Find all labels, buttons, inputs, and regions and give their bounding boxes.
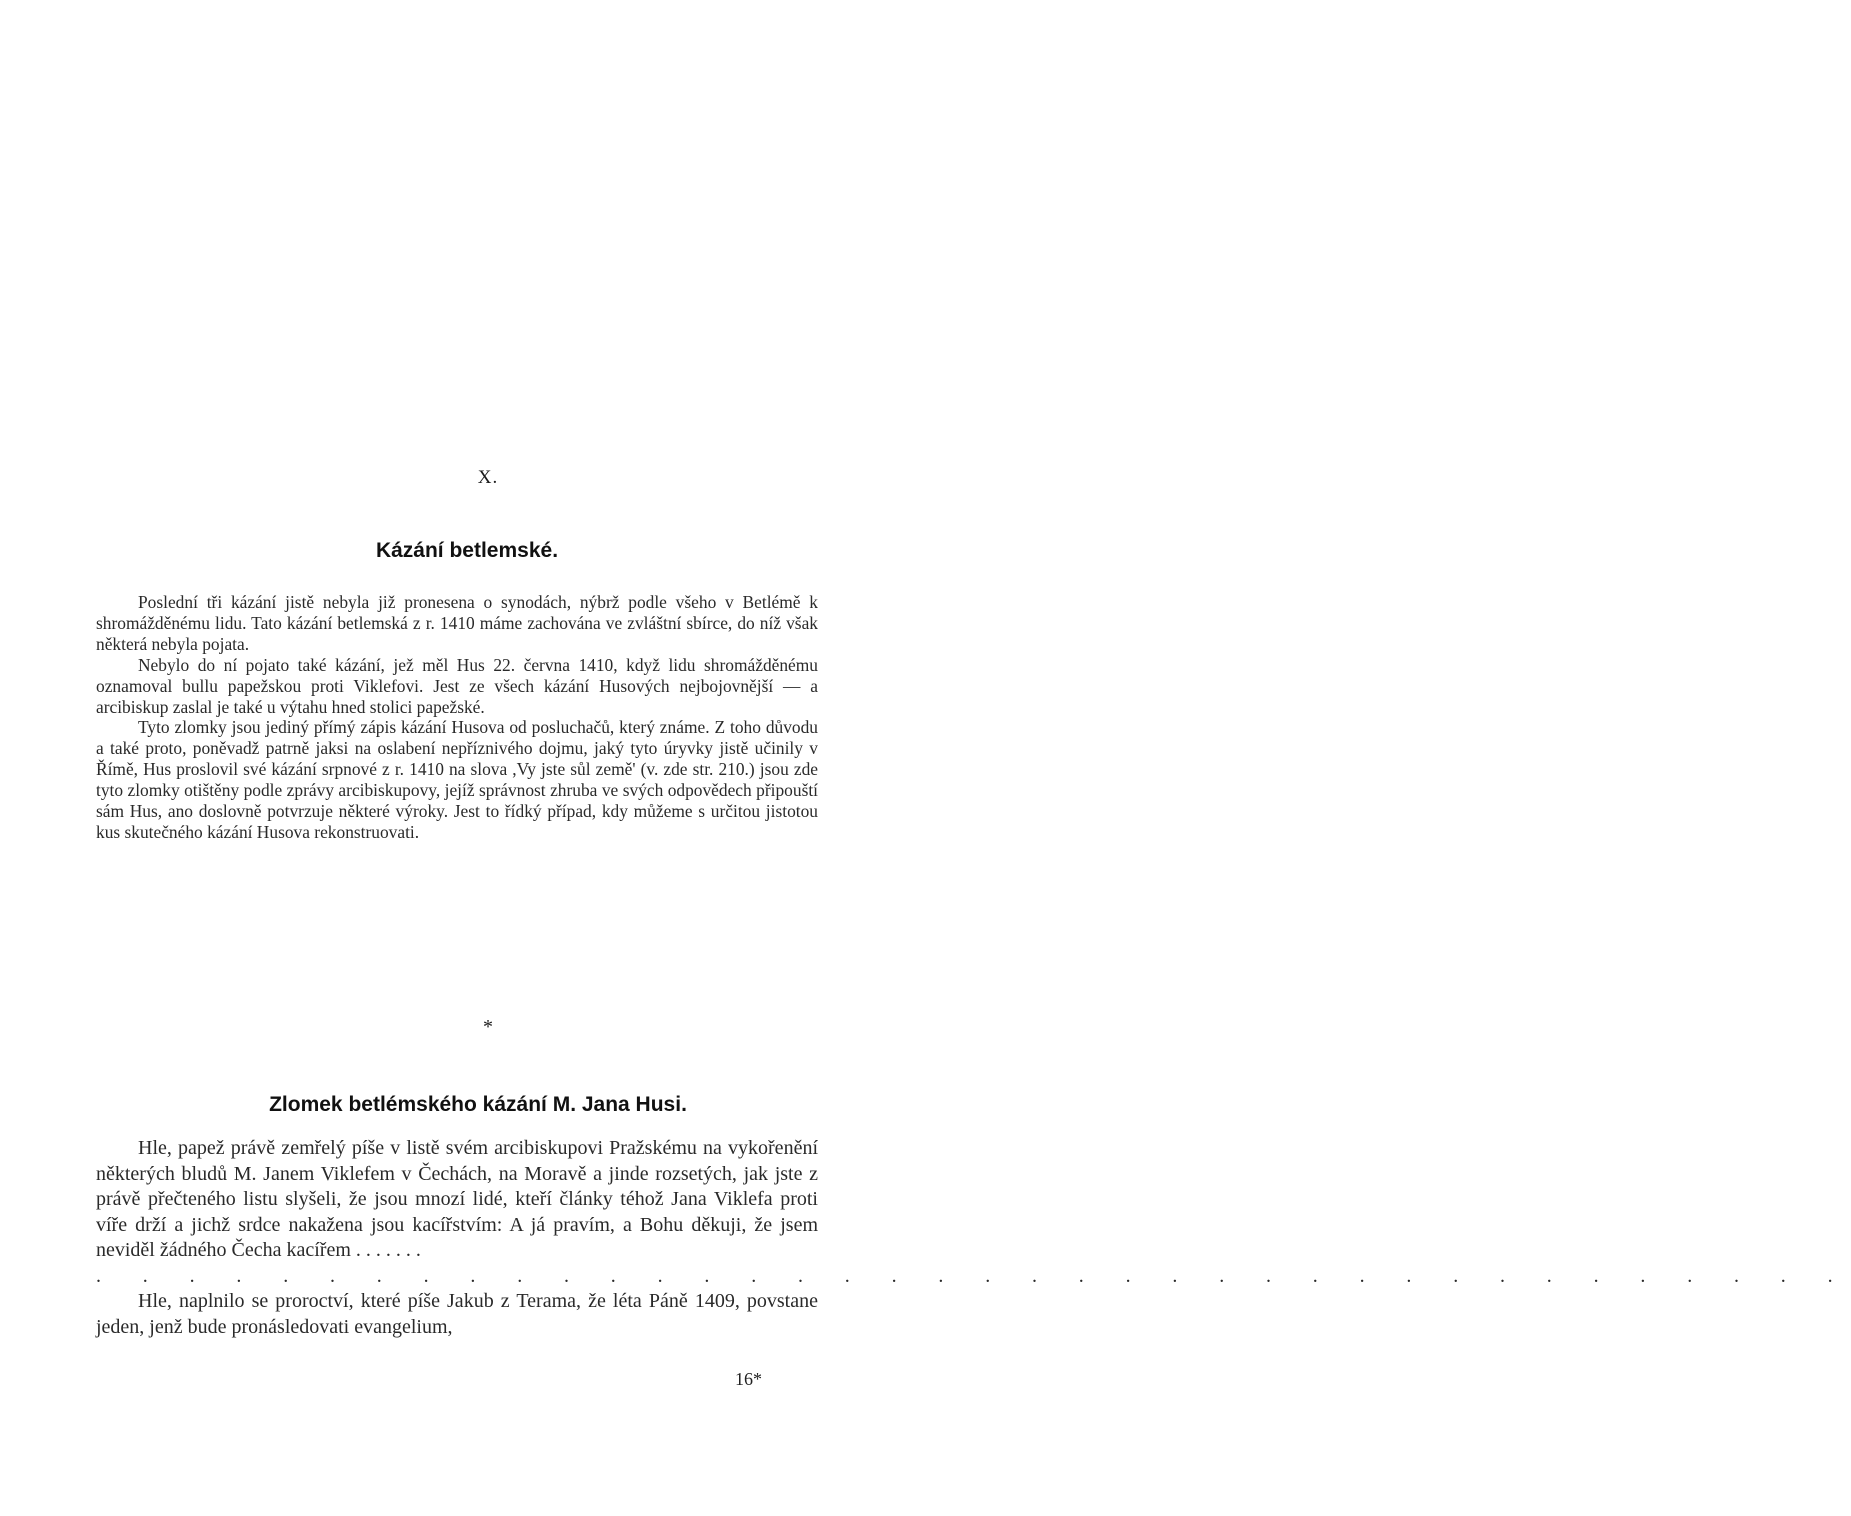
- intro-text: [96, 592, 818, 843]
- paragraph: Poslední tři kázání jistě nebyla již pronesena o synodách, nýbrž podle všeho v Betlémě k shromážděnému lidu. Tato kázání betlemská z r. 1410 máme zachována ve zvláštní sbírce, do níž však některá nebyla pojata.: [96, 592, 818, 654]
- omission-dots: . . . . . . . . . . . . . . . . . . . . . . . . . . . . . . . . . . . . . .: [96, 1264, 1851, 1287]
- signature-mark: 16*: [735, 1369, 762, 1389]
- paragraph: Hle, papež právě zemřelý píše v listě svém arcibiskupovi Pražskému na vykořenění některých bludů M. Janem Viklefem v Čechách, na Moravě a jinde rozsetých, jak jste z právě přečteného listu slyšeli, že jsou mnozí lidé, kteří články téhož Jana Viklefa proti víře drží a jichž srdce nakažena jsou kacířstvím: A já pravím, a Bohu děkuji, že jsem neviděl žádného Čecha kacířem . . . . . . .: [96, 1137, 818, 1261]
- fragment-text: [96, 1136, 1851, 1340]
- chapter-number: X.: [477, 467, 499, 488]
- paragraph: Nebylo do ní pojato také kázání, jež měl Hus 22. června 1410, když lidu shromážděnému oznamoval bullu papežskou proti Viklefovi. Jest ze všech kázání Husových nejbojovnější — a arcibiskup zaslal je také u výtahu hned stolici papežské.: [96, 654, 818, 717]
- section-separator: *: [483, 1016, 493, 1038]
- fragment-title: Zlomek betlémského kázání M. Jana Husi.: [269, 1093, 687, 1116]
- paragraph: Hle, naplnilo se proroctví, které píše Jakub z Terama, že léta Páně 1409, povstane jeden, jenž bude pronásledovati evangelium,: [96, 1290, 818, 1338]
- paragraph: Tyto zlomky jsou jediný přímý zápis kázání Husova od posluchačů, který známe. Z toho důvodu a také proto, poněvadž patrně jaksi na oslabení nepříznivého dojmu, jaký tyto úryvky jistě učinily v Římě, Hus proslovil své kázání srpnové z r. 1410 na slova ,Vy jste sůl země' (v. zde str. 210.) jsou zde tyto zlomky otištěny podle zprávy arcibiskupovy, jejíž správnost zhruba ve svých odpovědech připouští sám Hus, ano doslovně potvrzuje některé výroky. Jest to řídký případ, kdy můžeme s určitou jistotou kus skutečného kázání Husova rekonstruovati.: [96, 717, 818, 842]
- section-title: Kázání betlemské.: [375, 539, 559, 562]
